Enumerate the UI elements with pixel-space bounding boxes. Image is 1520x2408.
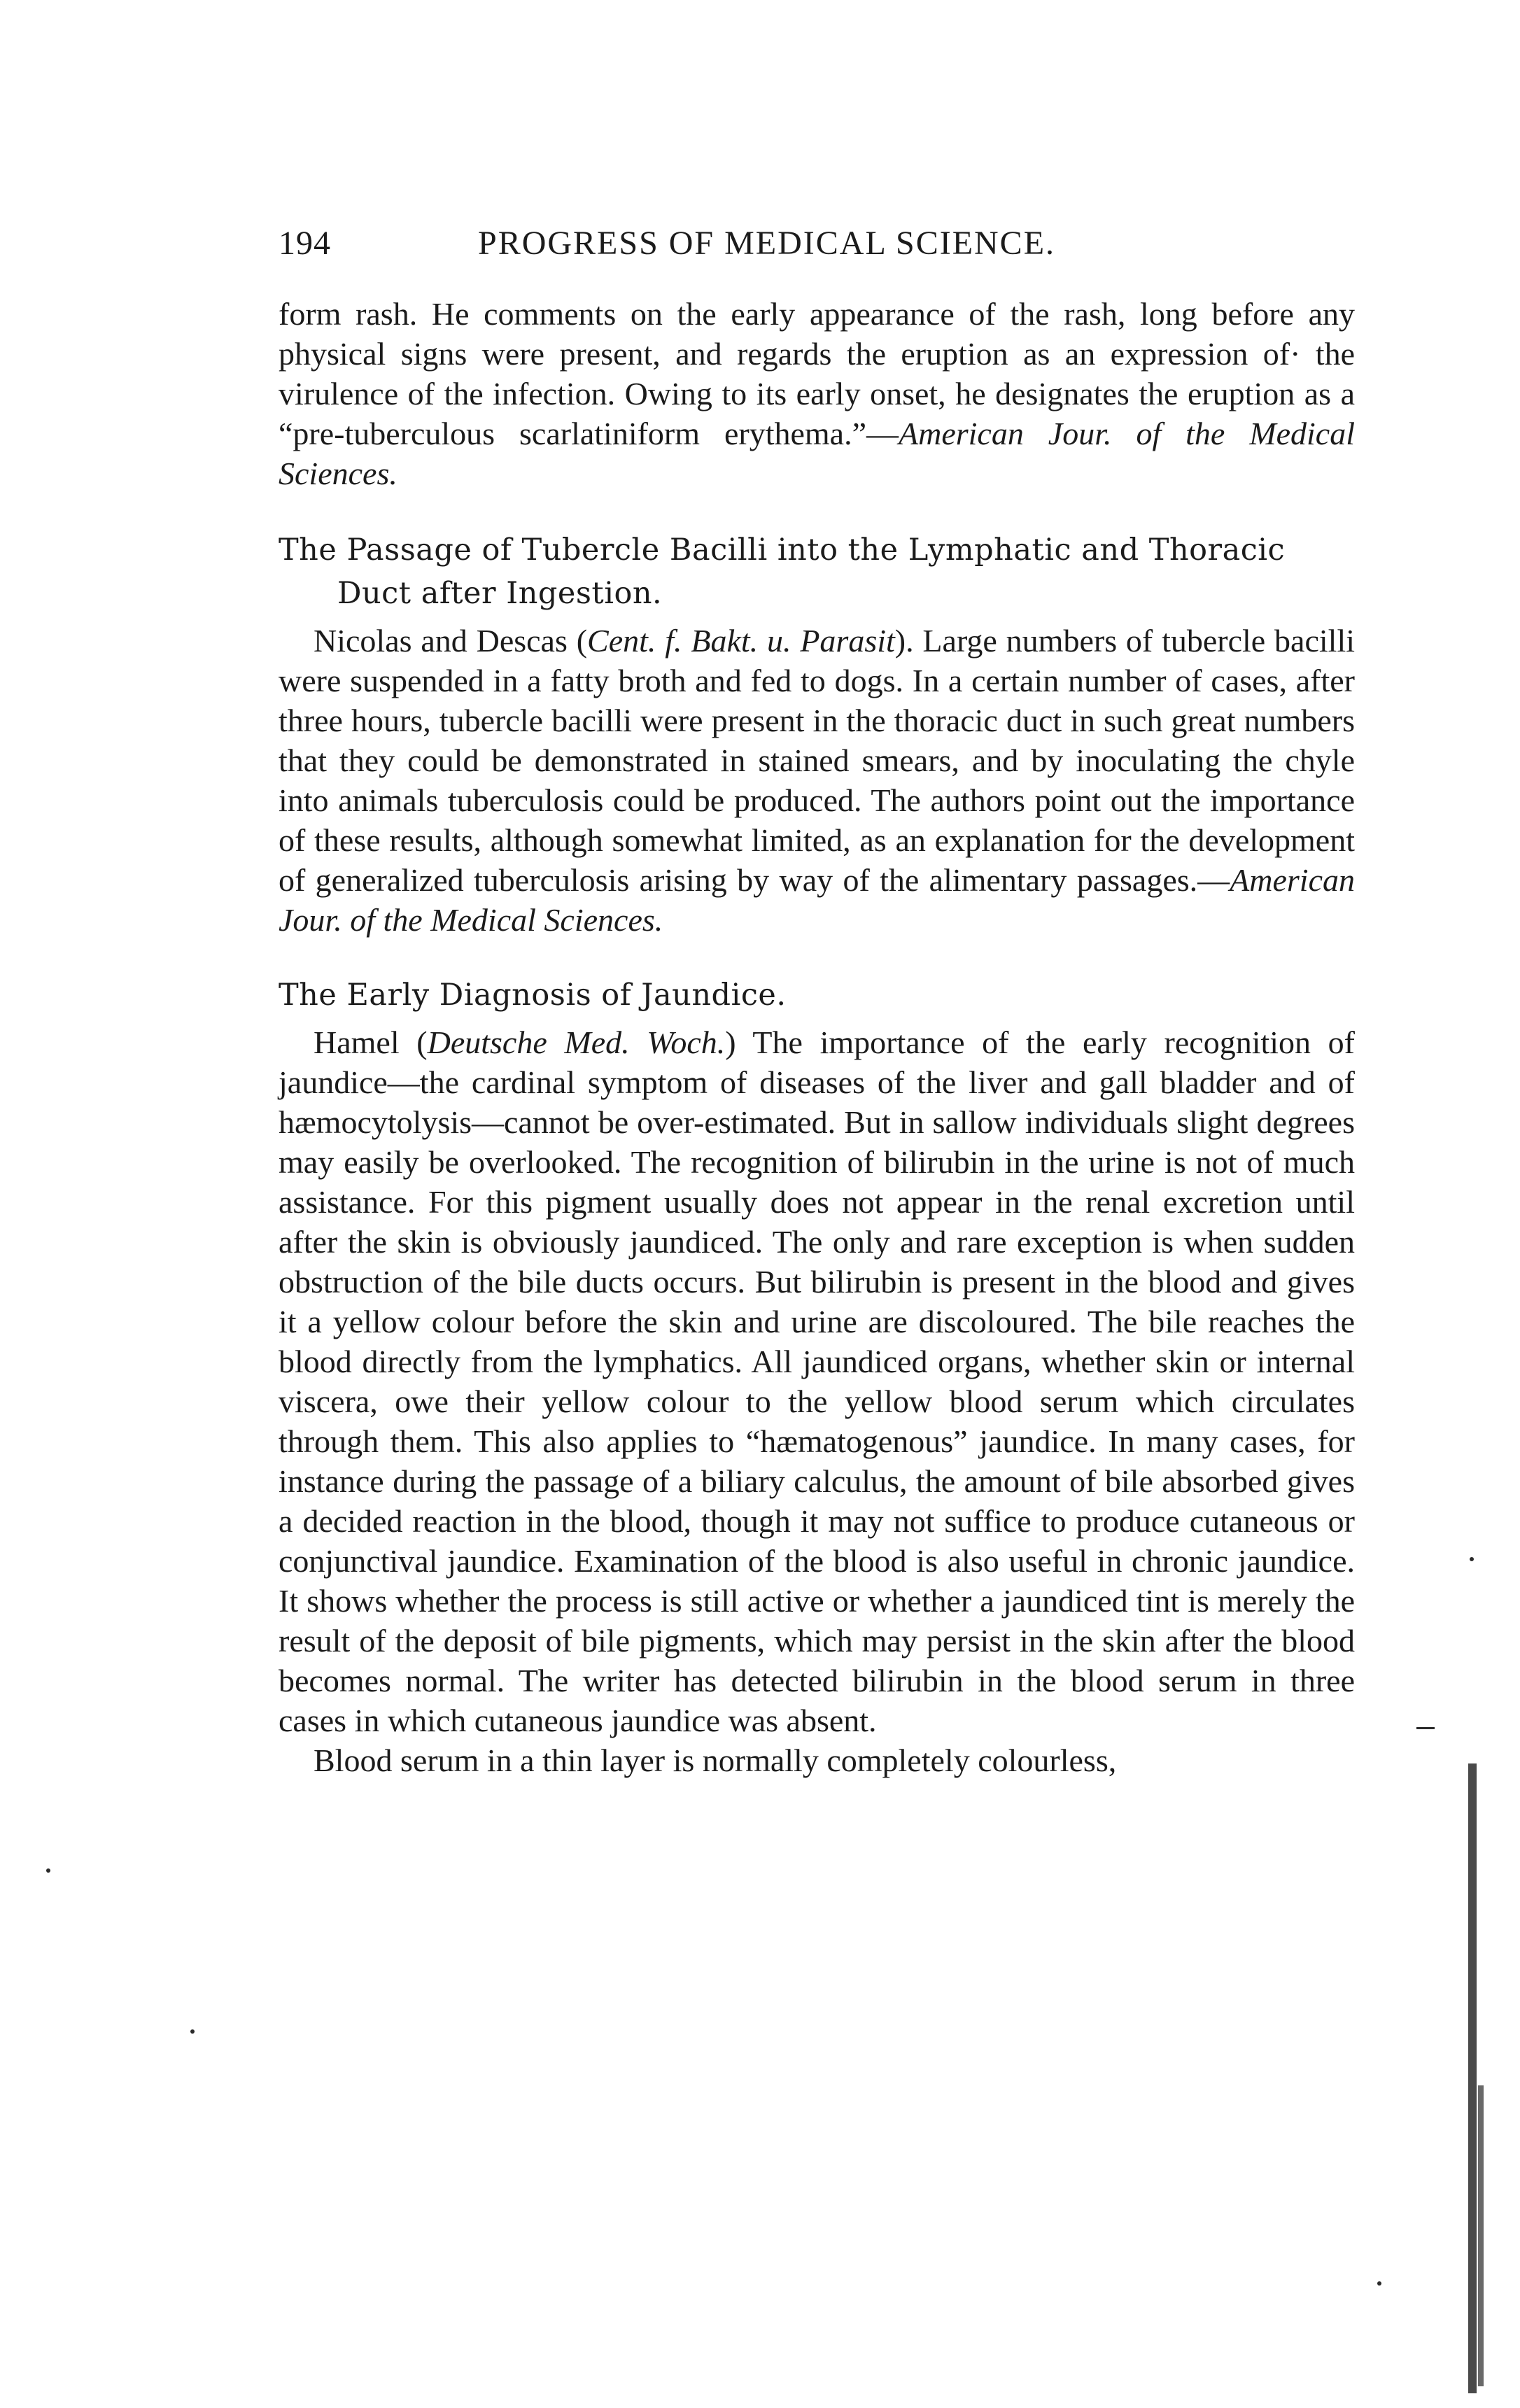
- continued-paragraph-citation: American Jour. of the Medical Sciences.: [279, 416, 1355, 491]
- page-content: [279, 294, 1355, 1780]
- article-body-tubercle: [279, 621, 1355, 940]
- scan-dot: [190, 2029, 195, 2034]
- continued-paragraph-text: form rash. He comments on the early appearance of the rash, long before any physical signs were present, and regards the eruption as an expression of· the virulence of the infection. Owing to its early onset, he designates the eruption as a “pre-tuberculous scarlatiniform erythema.”—: [279, 296, 1355, 451]
- running-head: [279, 224, 1349, 273]
- jaundice-journal: Deutsche Med. Woch.: [427, 1025, 726, 1060]
- tubercle-journal: Cent. f. Bakt. u. Parasit: [587, 623, 895, 659]
- scan-dot: [1470, 1557, 1474, 1561]
- running-title: PROGRESS OF MEDICAL SCIENCE.: [478, 225, 1056, 262]
- article-body-jaundice: [279, 1022, 1355, 1740]
- tubercle-authors: Nicolas and Descas (: [314, 623, 588, 659]
- scan-edge-mark: [1478, 2085, 1484, 2386]
- article-heading-jaundice: The Early Diagnosis of Jaundice.: [279, 978, 787, 1013]
- page-number: 194: [279, 225, 331, 262]
- scan-dot: [1377, 2281, 1381, 2286]
- tubercle-body-text: ). Large numbers of tubercle bacilli were suspended in a fatty broth and fed to dogs. In a certain number of cases, after three hours, tubercle bacilli were present in the thoracic duct in such great numbers that they could be demonstrated in stained smears, and by inoculating the chyle into animals tuberculosis could be produced. The authors point out the importance of these results, although somewhat limited, as an explanation for the development of generalized tuberculosis arising by way of the alimentary passages.—: [279, 623, 1355, 898]
- tubercle-citation: American Jour. of the Medical Sciences.: [279, 862, 1355, 938]
- jaundice-author: Hamel (: [314, 1025, 428, 1060]
- scan-edge-mark: [1468, 1763, 1477, 2393]
- continued-paragraph: [279, 294, 1355, 493]
- scan-edge-mark: [1416, 1727, 1435, 1729]
- scan-dot: [46, 1868, 50, 1873]
- jaundice-body-text: ) The importance of the early recognition of jaundice—the cardinal symptom of diseases of the liver and gall bladder and of hæmocytolysis—cannot be over-estimated. But in sallow individuals slight degrees may easily be overlooked. The recognition of bilirubin in the urine is not of much assistance. For this pigment usually does not appear in the renal excretion until after the skin is obviously jaundiced. The only and rare exception is when sudden obstruction of the bile ducts occurs. But bilirubin is present in the blood and gives it a yellow colour before the skin and urine are discoloured. The bile reaches the blood directly from the lymphatics. All jaundiced organs, whether skin or internal viscera, owe their yellow colour to the yellow blood serum which circulates through them. This also applies to “hæmatogenous” jaundice. In many cases, for instance during the passage of a biliary calculus, the amount of bile absorbed gives a decided reaction in the blood, though it may not suffice to produce cutaneous or conjunctival jaundice. Examination of the blood is also useful in chronic jaundice. It shows whether the process is still active or whether a jaundiced tint is merely the result of the deposit of bile pigments, which may persist in the skin after the blood becomes normal. The writer has detected bilirubin in the blood serum in three cases in which cutaneous jaundice was absent.: [279, 1025, 1355, 1738]
- article-body-jaundice-next-paragraph: Blood serum in a thin layer is normally completely colourless,: [314, 1742, 1117, 1778]
- article-heading-tubercle: The Passage of Tubercle Bacilli into the Lymphatic and Thoracic Duct after Ingestion.: [279, 533, 1286, 611]
